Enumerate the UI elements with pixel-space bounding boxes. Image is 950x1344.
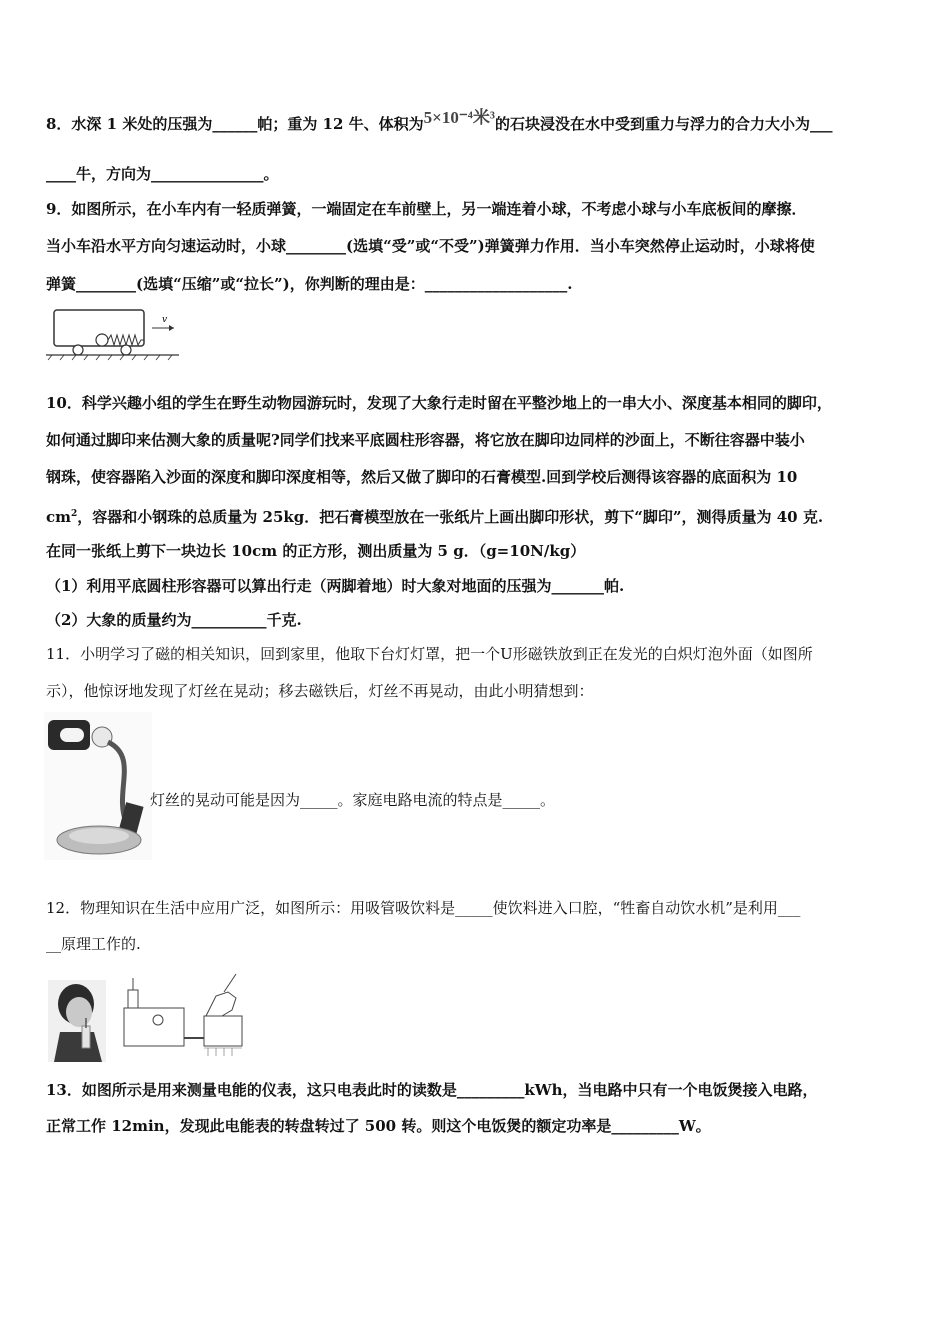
q8-text-a: 8．水深 1 米处的压强为______帕；重为 12 牛、体积为: [46, 115, 424, 133]
q9-line3: 弹簧________(选填“压缩”或“拉长”)，你判断的理由是：___________________.: [46, 275, 573, 293]
q10-line3: 钢珠，使容器陷入沙面的深度和脚印深度相等，然后又做了脚印的石膏模型.回到学校后测得该容器的底面积为 10: [46, 468, 798, 486]
q8-text-b: 的石块浸没在水中受到重力与浮力的合力大小为___: [495, 115, 833, 133]
q10-line2: 如何通过脚印来估测大象的质量呢?同学们找来平底圆柱形容器，将它放在脚印边同样的沙面上，不断往容器中装小: [46, 431, 805, 449]
q10-line1: 10．科学兴趣小组的学生在野生动物园游玩时，发现了大象行走时留在平整沙地上的一串大小、深度基本相同的脚印，: [46, 394, 832, 412]
q10-line5: 在同一张纸上剪下一块边长 10cm 的正方形，测出质量为 5 g．（g=10N/kg）: [46, 542, 586, 560]
q10-line4-rest: ，容器和小钢珠的总质量为 25kg．把石膏模型放在一张纸片上画出脚印形状，剪下“脚印”，测得质量为 40 克.: [77, 508, 824, 526]
q10-line6: （1）利用平底圆柱形容器可以算出行走（两脚着地）时大象对地面的压强为_______帕.: [46, 577, 625, 595]
q10-unit-sup: 2: [71, 509, 78, 519]
velocity-label: v: [162, 315, 168, 325]
q11-line3: 灯丝的晃动可能是因为_____。家庭电路电流的特点是_____。: [150, 791, 556, 809]
q10-line4: [46, 504, 823, 527]
desk-lamp-magnet-photo: [44, 712, 152, 860]
q9-line1: 9．如图所示，在小车内有一轻质弹簧，一端固定在车前壁上，另一端连着小球，不考虑小球与小车底板间的摩擦．: [46, 200, 807, 218]
q11-line1: 11．小明学习了磁的相关知识，回到家里，他取下台灯灯罩，把一个U形磁铁放到正在发光的白炽灯泡外面（如图所: [46, 645, 813, 663]
q10-unit: cm: [46, 508, 72, 526]
straw-and-waterer-figure: [46, 968, 246, 1064]
q13-line2: 正常工作 12min，发现此电能表的转盘转过了 500 转。则这个电饭煲的额定功率是_________W。: [46, 1117, 711, 1135]
cart-spring-figure: [44, 304, 184, 362]
q10-line7: （2）大象的质量约为__________千克.: [46, 611, 302, 629]
q9-line2: 当小车沿水平方向匀速运动时，小球________(选填“受”或“不受”)弹簧弹力作用．当小车突然停止运动时，小球将使: [46, 237, 815, 255]
q12-line2: __原理工作的.: [46, 935, 141, 953]
q11-line2: 示），他惊讶地发现了灯丝在晃动；移去磁铁后，灯丝不再晃动，由此小明猜想到：: [46, 682, 594, 700]
q12-line1: 12．物理知识在生活中应用广泛，如图所示：用吸管吸饮料是_____使饮料进入口腔，“牲畜自动饮水机”是利用___: [46, 899, 801, 917]
q13-line1: 13．如图所示是用来测量电能的仪表，这只电表此时的读数是_________kWh，当电路中只有一个电饭煲接入电路，: [46, 1081, 818, 1099]
q8-math-volume: 5×10⁻⁴米³: [423, 108, 495, 127]
q8-line2: ____牛，方向为_______________。: [46, 165, 279, 183]
q8-line1: [46, 108, 833, 134]
